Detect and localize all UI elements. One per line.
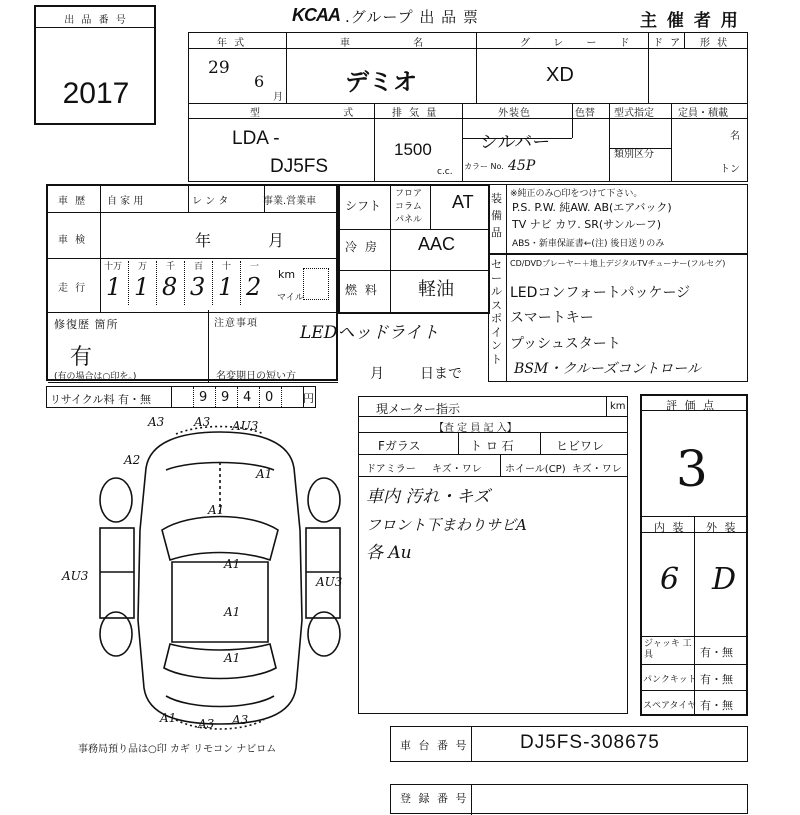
name-change-label: 名変期日の短い方 [216,371,296,382]
model-line2: DJ5FS [270,156,329,177]
capacity-unit-ton: トン [720,164,740,175]
color-value: シルバー [480,132,551,153]
front-left-wheel [100,478,132,522]
mile-unit: マイル [277,293,304,303]
damage-mark: A1 [256,467,273,481]
mileage-digit: 8 [162,273,178,301]
damage-mark: A3 [194,415,211,429]
month-unit: 月 [273,92,283,103]
repair-label: 修復歴 箇所 [54,318,119,331]
car-roof [172,562,268,642]
ac-value: AAC [418,234,456,254]
ac-label: 冷 房 [345,240,379,254]
recycle-digit: 9 [221,390,230,405]
door-mirror-opts: キズ・ワレ [432,464,482,475]
mileage-unit: 百 [194,262,204,272]
chassis-value: DJ5FS-308675 [520,732,660,753]
damage-mark: A1 [208,503,225,517]
damage-mark: A3 [232,713,249,727]
exterior-score: D [712,562,737,597]
mileage-unit: 千 [166,262,176,272]
wheel-label: ホイール(CP) [505,464,566,475]
crack-label: ヒビワレ [556,439,605,453]
office-deposit-note: 事務局預り品は○印 カギ リモコン ナビロム [78,744,277,755]
damage-mark: A3 [198,717,215,731]
front-right-wheel [308,478,340,522]
classification-label: 類別区分 [614,149,654,160]
shift-label: シフト [345,199,382,213]
trunk-line [166,696,274,707]
mileage-unit: 万 [138,262,148,272]
inspection-label: 車 検 [58,235,88,246]
grade-value: XD [546,64,574,86]
displacement-value: 1500 [394,140,432,159]
sales-point-4: BSM・クルーズコントロール [514,361,701,377]
model-label: 型 式 [250,108,394,119]
fuel-value: 軽油 [418,279,454,300]
spare-label: スペアタイヤ [643,701,697,711]
jack-label: ジャッキ 工 具 [644,639,692,660]
notes-label: 注意事項 [214,318,258,329]
meter-label: 現メーター指示 [376,402,461,416]
damage-mark: A1 [224,651,241,665]
damage-mark: AU3 [316,575,343,589]
lot-number-value: 2017 [62,77,130,110]
displacement-label: 排 気 量 [392,108,439,119]
sheet-title: .グループ 出 品 票 [345,8,479,26]
capacity-unit-person: 名 [730,131,740,142]
spare-value: 有・無 [700,699,733,712]
month-value: 6 [254,72,265,91]
inspector-label: 【査 定 員 記 入】 [434,423,517,434]
mileage-unit: 十 [222,262,232,272]
mile-checkbox[interactable] [303,268,329,300]
km-unit: km [278,268,296,281]
lot-number-box [34,5,156,125]
mileage-grid [98,257,274,310]
color-label: 外装色 [498,108,531,119]
inspection-year: 年 [195,231,212,250]
sales-point-1: LEDコンフォートパッケージ [510,285,691,301]
damage-mark: AU3 [62,569,89,583]
history-label: 車 歴 [58,196,88,207]
score-label: 評 価 点 [666,399,716,412]
equipment-note: ※純正のみ○印をつけて下さい。 [510,189,643,199]
mileage-unit: 一 [250,262,260,272]
jack-value: 有・無 [700,646,733,659]
year-label: 年 式 [217,38,247,49]
wheel-opts: キズ・ワレ [572,464,622,475]
recycle-unit: 円 [303,392,314,405]
interior-label: 内 装 [654,521,686,534]
recycle-digit: 0 [265,390,274,405]
f-glass-opts: ト ロ 石 [470,439,514,453]
score-value: 3 [676,440,708,498]
color-no-value: 45P [508,158,536,174]
mileage-digit: 1 [218,273,234,301]
mileage-digit: 1 [106,273,122,301]
mileage-label: 走 行 [58,283,88,294]
door-label: ド ア [653,38,683,49]
grade-label: グ レ ー ド [520,38,640,49]
car-rear-window [164,644,276,679]
organizer-label: 主 催 者 用 [640,11,740,31]
mileage-digit: 1 [134,273,150,301]
shape-label: 形 状 [700,38,730,49]
chassis-label: 車 台 番 号 [400,739,469,752]
sales-point-3: プッシュスタート [510,336,621,352]
notes-value: LEDヘッドライト [300,323,439,343]
puncture-value: 有・無 [700,673,733,686]
interior-score: 6 [660,562,680,597]
year-value: 29 [208,58,230,78]
lot-number-label: 出 品 番 号 [64,15,128,26]
door-mirror-label: ドアミラー [366,464,416,475]
recycle-digit: 9 [199,390,208,405]
shift-value: AT [452,192,474,212]
repair-value: 有 [70,345,93,370]
shift-floor: フロア [395,189,423,199]
recycle-label: リサイクル料 有・無 [50,393,151,406]
registration-label: 登 録 番 号 [400,792,469,805]
left-door-panel [100,528,134,618]
capacity-label: 定員・積載 [678,108,728,119]
kcaa-logo: KCAA [292,5,340,25]
car-name: デミオ [345,68,417,96]
type-designation-label: 型式指定 [614,108,654,119]
sales-point-2: スマートキー [510,310,594,326]
history-private: 自 家 用 [107,196,144,207]
sales-point-0: CD/DVDプレーヤー＋地上デジタルTVチューナー(フルセグ) [510,259,726,268]
color-change-label: 色替 [575,108,595,119]
equipment-line3: ABS・新車保証書←(注) 後日送りのみ [512,239,665,249]
f-glass-label: Fガラス [378,439,421,453]
equipment-line1: P.S. P.W. 純AW. AB(エアバック) [512,201,672,214]
cc-unit: c.c. [437,167,453,177]
repair-note: (有の場合は○印を。) [54,372,137,382]
comment-line2: フロント下まわりサビA [366,516,527,534]
comment-line1: 車内 汚れ・キズ [366,487,491,507]
equipment-line2: TV ナビ カワ. SR(サンルーフ) [512,218,662,231]
puncture-label: パンクキット [643,675,697,685]
damage-mark: A1 [224,605,241,619]
shift-column: コラム [395,202,422,212]
shift-panel: パネル [395,215,423,225]
sales-points-label: セールスポイント [491,258,502,366]
color-no-label: カラー No. [464,162,504,171]
damage-mark: A3 [148,415,165,429]
history-business: 事業.営業車 [263,196,317,207]
history-rental: レ ン タ [192,196,229,207]
damage-mark: A2 [124,453,141,467]
fuel-label: 燃 料 [345,283,379,297]
mileage-digit: 3 [190,273,206,301]
mileage-digit: 2 [246,273,262,301]
car-damage-diagram [62,415,350,736]
mileage-unit: 十万 [104,262,123,272]
name-change-day: 日まで [420,366,462,382]
exterior-label: 外 装 [706,521,738,534]
recycle-digit: 4 [243,390,252,405]
car-windshield [162,517,278,561]
equipment-label: 装 備 品 [491,192,504,239]
name-label: 車 名 [340,38,454,49]
right-door-panel [306,528,340,618]
damage-mark: A1 [224,557,241,571]
damage-mark: AU3 [232,419,259,433]
meter-unit: km [610,401,626,412]
name-change-month: 月 [370,366,384,382]
inspection-month: 月 [268,231,285,250]
comment-line3: 各 Au [366,543,412,563]
damage-mark: A1 [160,711,177,725]
model-line1: LDA - [232,128,280,149]
